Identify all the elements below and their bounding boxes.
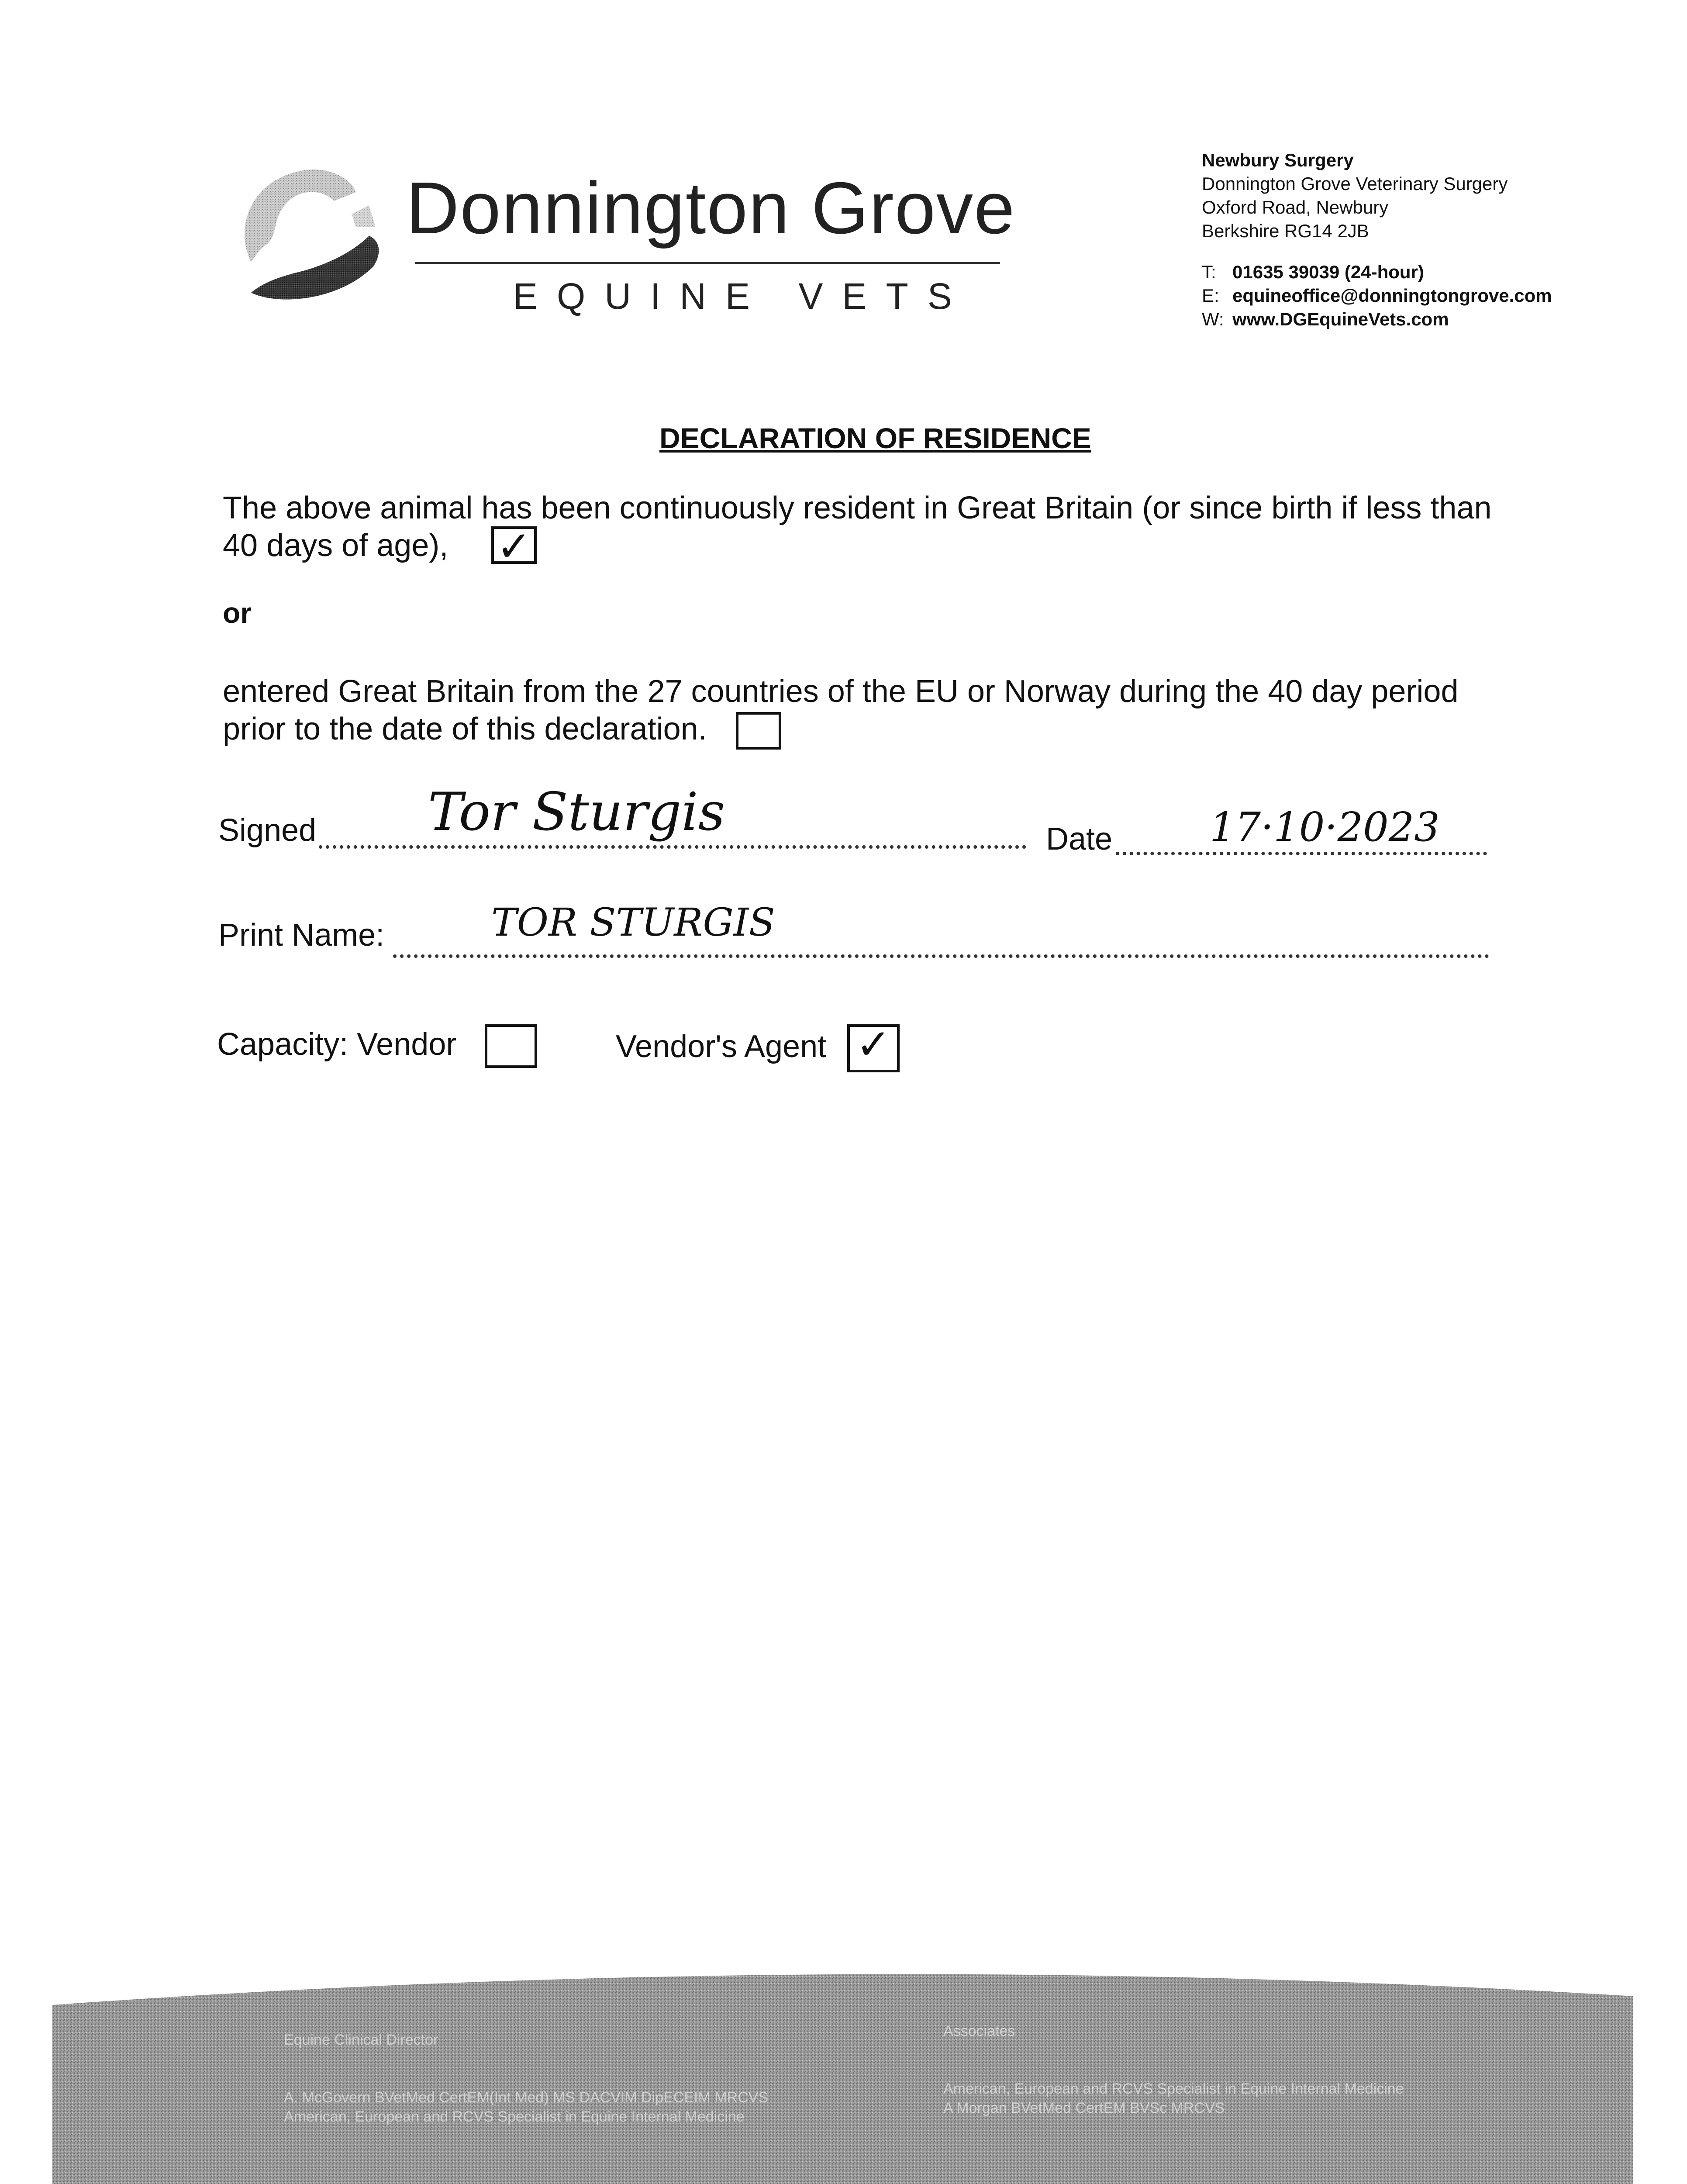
print-name-value[interactable]: TOR STURGIS xyxy=(491,900,775,945)
option1-line1: The above animal has been continuously resident in Great Britain (or since birth if less than xyxy=(223,491,1492,525)
footer-line: American, European and RCVS Specialist in Equine Internal Medicine xyxy=(284,2108,745,2125)
vendor-checkbox[interactable] xyxy=(485,1024,537,1068)
email-row xyxy=(1202,284,1552,308)
vendors-agent-checkbox[interactable] xyxy=(847,1020,900,1072)
option2-line2: prior to the date of this declaration. xyxy=(223,712,707,746)
vendors-agent-label: Vendor's Agent xyxy=(616,1029,827,1064)
signature[interactable]: Tor Sturgis xyxy=(428,782,725,843)
web-link[interactable]: www.DGEquineVets.com xyxy=(1232,309,1449,329)
option1-checkbox[interactable] xyxy=(491,522,537,571)
address-block xyxy=(1202,149,1552,331)
phone-row xyxy=(1202,260,1552,284)
footer-left-heading: Equine Clinical Director xyxy=(284,2032,438,2048)
logo-mark-icon xyxy=(225,162,391,323)
option2-checkbox[interactable] xyxy=(736,712,781,750)
vendors-agent-checkmark-icon: ✓ xyxy=(856,1020,891,1069)
brand-name: Donnington Grove xyxy=(406,167,1016,249)
phone-label: T: xyxy=(1202,262,1216,282)
or-label: or xyxy=(223,597,252,629)
address-line-1: Donnington Grove Veterinary Surgery xyxy=(1202,173,1508,194)
capacity-vendor-label: Capacity: Vendor xyxy=(217,1027,457,1062)
footer-line: A. McGovern BVetMed CertEM(Int Med) MS DACVIM DipECEIM MRCVS xyxy=(284,2089,769,2106)
footer-right-heading: Associates xyxy=(943,2023,1015,2039)
brand-subtitle: EQUINE VETS xyxy=(513,276,971,317)
option1-line2: 40 days of age), xyxy=(223,528,448,563)
option2-line1: entered Great Britain from the 27 countries of the EU or Norway during the 40 day period xyxy=(223,674,1459,709)
footer-left-block xyxy=(284,1992,768,2146)
date-label: Date xyxy=(1046,822,1113,857)
signed-label: Signed xyxy=(218,813,317,848)
signature-line xyxy=(319,845,1026,849)
form-title: DECLARATION OF RESIDENCE xyxy=(659,422,1091,454)
date-value[interactable]: 17·10·2023 xyxy=(1210,804,1440,850)
print-name-line xyxy=(393,954,1489,958)
print-name-label: Print Name: xyxy=(218,918,385,953)
office-name: Newbury Surgery xyxy=(1202,150,1354,170)
footer-line: A Morgan BVetMed CertEM BVSc MRCVS xyxy=(943,2100,1225,2116)
phone-number: 01635 39039 (24-hour) xyxy=(1232,262,1424,282)
address-line-3: Berkshire RG14 2JB xyxy=(1202,221,1369,241)
footer-left-lines xyxy=(284,2088,768,2126)
footer-right-block xyxy=(943,1983,1404,2137)
email-link[interactable]: equineoffice@donningtongrove.com xyxy=(1232,285,1552,306)
email-label: E: xyxy=(1202,285,1219,306)
brand-divider xyxy=(415,262,1000,264)
web-row xyxy=(1202,308,1552,331)
option1-checkmark-icon: ✓ xyxy=(496,522,532,571)
footer-right-lines xyxy=(943,2079,1404,2118)
address-line-2: Oxford Road, Newbury xyxy=(1202,197,1389,218)
web-label: W: xyxy=(1202,309,1224,329)
footer-line: American, European and RCVS Specialist in Equine Internal Medicine xyxy=(943,2080,1404,2097)
date-line xyxy=(1116,852,1487,855)
